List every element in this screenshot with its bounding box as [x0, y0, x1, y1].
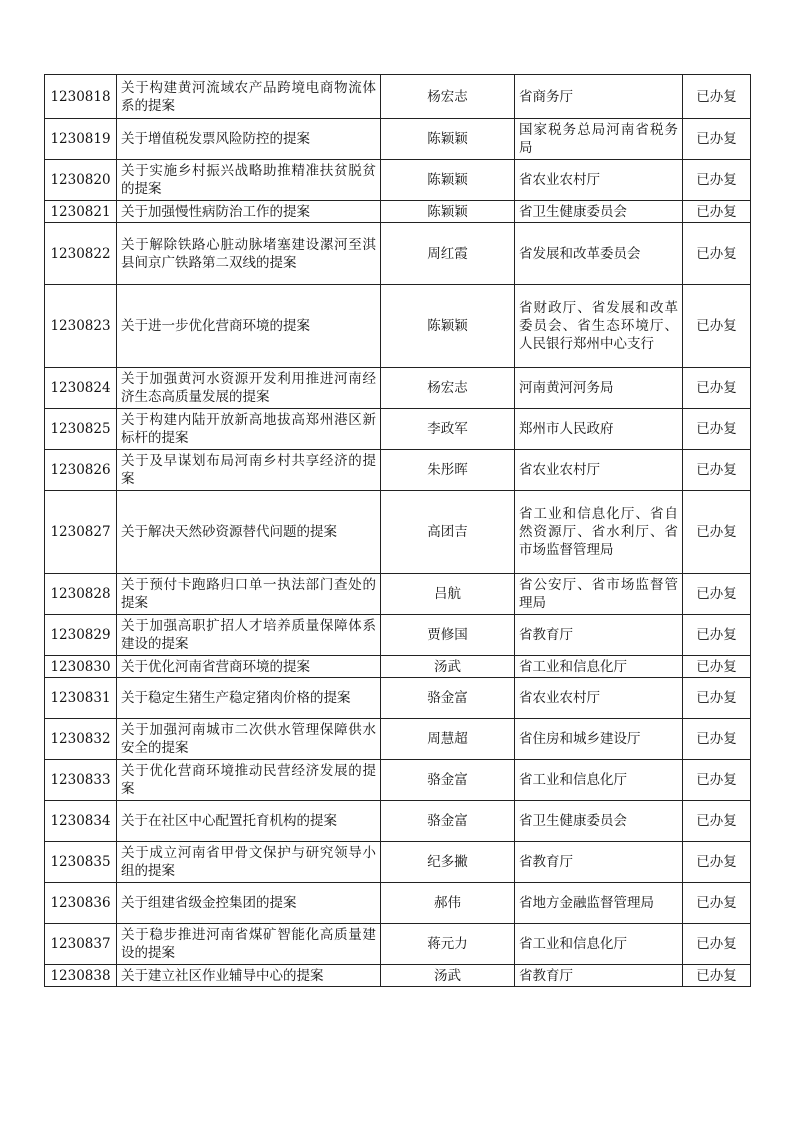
status-text: 已办复	[683, 223, 751, 285]
proposal-number: 1230823	[45, 285, 117, 368]
handling-department: 省发展和改革委员会	[515, 223, 683, 285]
proposer-name: 纪多撇	[381, 842, 515, 883]
handling-department: 省财政厅、省发展和改革委员会、省生态环境厅、人民银行郑州中心支行	[515, 285, 683, 368]
proposer-name: 郝伟	[381, 883, 515, 924]
table-row	[45, 285, 751, 368]
table-row	[45, 574, 751, 615]
proposer-name: 贾修国	[381, 615, 515, 656]
proposal-title: 关于在社区中心配置托育机构的提案	[117, 801, 381, 842]
status-text: 已办复	[683, 450, 751, 491]
proposal-number: 1230825	[45, 409, 117, 450]
proposer-name: 周红霞	[381, 223, 515, 285]
status-text: 已办复	[683, 801, 751, 842]
proposer-name: 杨宏志	[381, 368, 515, 409]
table-row	[45, 119, 751, 160]
proposal-title: 关于稳步推进河南省煤矿智能化高质量建设的提案	[117, 924, 381, 965]
proposer-name: 骆金富	[381, 801, 515, 842]
table-row	[45, 965, 751, 987]
status-text: 已办复	[683, 656, 751, 678]
table-row	[45, 201, 751, 223]
handling-department: 省住房和城乡建设厅	[515, 719, 683, 760]
proposal-title: 关于加强黄河水资源开发利用推进河南经济生态高质量发展的提案	[117, 368, 381, 409]
status-text: 已办复	[683, 409, 751, 450]
proposal-number: 1230822	[45, 223, 117, 285]
proposal-title: 关于构建黄河流域农产品跨境电商物流体系的提案	[117, 75, 381, 119]
handling-department: 国家税务总局河南省税务局	[515, 119, 683, 160]
proposal-title: 关于进一步优化营商环境的提案	[117, 285, 381, 368]
proposer-name: 杨宏志	[381, 75, 515, 119]
handling-department: 省工业和信息化厅、省自然资源厅、省水利厅、省市场监督管理局	[515, 491, 683, 574]
proposal-number: 1230836	[45, 883, 117, 924]
table-row	[45, 368, 751, 409]
proposal-number: 1230821	[45, 201, 117, 223]
handling-department: 省卫生健康委员会	[515, 201, 683, 223]
proposer-name: 汤武	[381, 965, 515, 987]
proposal-number: 1230831	[45, 678, 117, 719]
proposal-title: 关于稳定生猪生产稳定猪肉价格的提案	[117, 678, 381, 719]
proposer-name: 汤武	[381, 656, 515, 678]
proposals-table	[44, 74, 751, 987]
status-text: 已办复	[683, 924, 751, 965]
handling-department: 省地方金融监督管理局	[515, 883, 683, 924]
status-text: 已办复	[683, 883, 751, 924]
handling-department: 省教育厅	[515, 965, 683, 987]
proposal-number: 1230828	[45, 574, 117, 615]
status-text: 已办复	[683, 574, 751, 615]
status-text: 已办复	[683, 160, 751, 201]
proposal-title: 关于建立社区作业辅导中心的提案	[117, 965, 381, 987]
table-row	[45, 760, 751, 801]
table-row	[45, 409, 751, 450]
proposal-number: 1230824	[45, 368, 117, 409]
proposal-title: 关于解决天然砂资源替代问题的提案	[117, 491, 381, 574]
status-text: 已办复	[683, 760, 751, 801]
proposals-table-body	[45, 75, 751, 987]
handling-department: 河南黄河河务局	[515, 368, 683, 409]
handling-department: 省教育厅	[515, 615, 683, 656]
proposer-name: 李政军	[381, 409, 515, 450]
proposal-title: 关于构建内陆开放新高地拔高郑州港区新标杆的提案	[117, 409, 381, 450]
proposal-number: 1230829	[45, 615, 117, 656]
proposer-name: 朱彤晖	[381, 450, 515, 491]
table-row	[45, 491, 751, 574]
proposer-name: 骆金富	[381, 760, 515, 801]
proposal-title: 关于预付卡跑路归口单一执法部门查处的提案	[117, 574, 381, 615]
status-text: 已办复	[683, 491, 751, 574]
proposer-name: 周慧超	[381, 719, 515, 760]
proposal-title: 关于加强河南城市二次供水管理保障供水安全的提案	[117, 719, 381, 760]
status-text: 已办复	[683, 285, 751, 368]
proposal-number: 1230818	[45, 75, 117, 119]
status-text: 已办复	[683, 201, 751, 223]
table-row	[45, 615, 751, 656]
table-row	[45, 801, 751, 842]
proposal-number: 1230830	[45, 656, 117, 678]
proposer-name: 高团吉	[381, 491, 515, 574]
handling-department: 省公安厅、省市场监督管理局	[515, 574, 683, 615]
proposal-number: 1230835	[45, 842, 117, 883]
proposal-number: 1230819	[45, 119, 117, 160]
handling-department: 省卫生健康委员会	[515, 801, 683, 842]
proposer-name: 陈颖颖	[381, 285, 515, 368]
table-row	[45, 160, 751, 201]
table-row	[45, 719, 751, 760]
status-text: 已办复	[683, 368, 751, 409]
table-row	[45, 450, 751, 491]
proposal-title: 关于实施乡村振兴战略助推精准扶贫脱贫的提案	[117, 160, 381, 201]
proposal-number: 1230838	[45, 965, 117, 987]
proposal-number: 1230837	[45, 924, 117, 965]
table-row	[45, 223, 751, 285]
proposal-number: 1230827	[45, 491, 117, 574]
table-row	[45, 75, 751, 119]
handling-department: 省教育厅	[515, 842, 683, 883]
proposer-name: 陈颖颖	[381, 201, 515, 223]
handling-department: 省农业农村厅	[515, 160, 683, 201]
status-text: 已办复	[683, 119, 751, 160]
proposer-name: 陈颖颖	[381, 160, 515, 201]
handling-department: 省农业农村厅	[515, 450, 683, 491]
proposal-title: 关于加强高职扩招人才培养质量保障体系建设的提案	[117, 615, 381, 656]
proposal-number: 1230832	[45, 719, 117, 760]
handling-department: 省农业农村厅	[515, 678, 683, 719]
status-text: 已办复	[683, 75, 751, 119]
status-text: 已办复	[683, 615, 751, 656]
proposal-number: 1230834	[45, 801, 117, 842]
proposer-name: 骆金富	[381, 678, 515, 719]
status-text: 已办复	[683, 678, 751, 719]
status-text: 已办复	[683, 719, 751, 760]
proposal-title: 关于解除铁路心脏动脉堵塞建设漯河至淇县间京广铁路第二双线的提案	[117, 223, 381, 285]
table-row	[45, 924, 751, 965]
handling-department: 省工业和信息化厅	[515, 760, 683, 801]
table-row	[45, 656, 751, 678]
handling-department: 郑州市人民政府	[515, 409, 683, 450]
proposal-title: 关于加强慢性病防治工作的提案	[117, 201, 381, 223]
handling-department: 省商务厅	[515, 75, 683, 119]
proposer-name: 蒋元力	[381, 924, 515, 965]
handling-department: 省工业和信息化厅	[515, 924, 683, 965]
proposal-title: 关于成立河南省甲骨文保护与研究领导小组的提案	[117, 842, 381, 883]
proposal-title: 关于优化营商环境推动民营经济发展的提案	[117, 760, 381, 801]
handling-department: 省工业和信息化厅	[515, 656, 683, 678]
status-text: 已办复	[683, 842, 751, 883]
table-row	[45, 842, 751, 883]
status-text: 已办复	[683, 965, 751, 987]
proposal-number: 1230833	[45, 760, 117, 801]
proposal-number: 1230820	[45, 160, 117, 201]
table-row	[45, 678, 751, 719]
proposer-name: 吕航	[381, 574, 515, 615]
proposal-number: 1230826	[45, 450, 117, 491]
proposer-name: 陈颖颖	[381, 119, 515, 160]
proposal-title: 关于组建省级金控集团的提案	[117, 883, 381, 924]
proposal-title: 关于及早谋划布局河南乡村共享经济的提案	[117, 450, 381, 491]
table-row	[45, 883, 751, 924]
proposal-title: 关于增值税发票风险防控的提案	[117, 119, 381, 160]
proposal-title: 关于优化河南省营商环境的提案	[117, 656, 381, 678]
